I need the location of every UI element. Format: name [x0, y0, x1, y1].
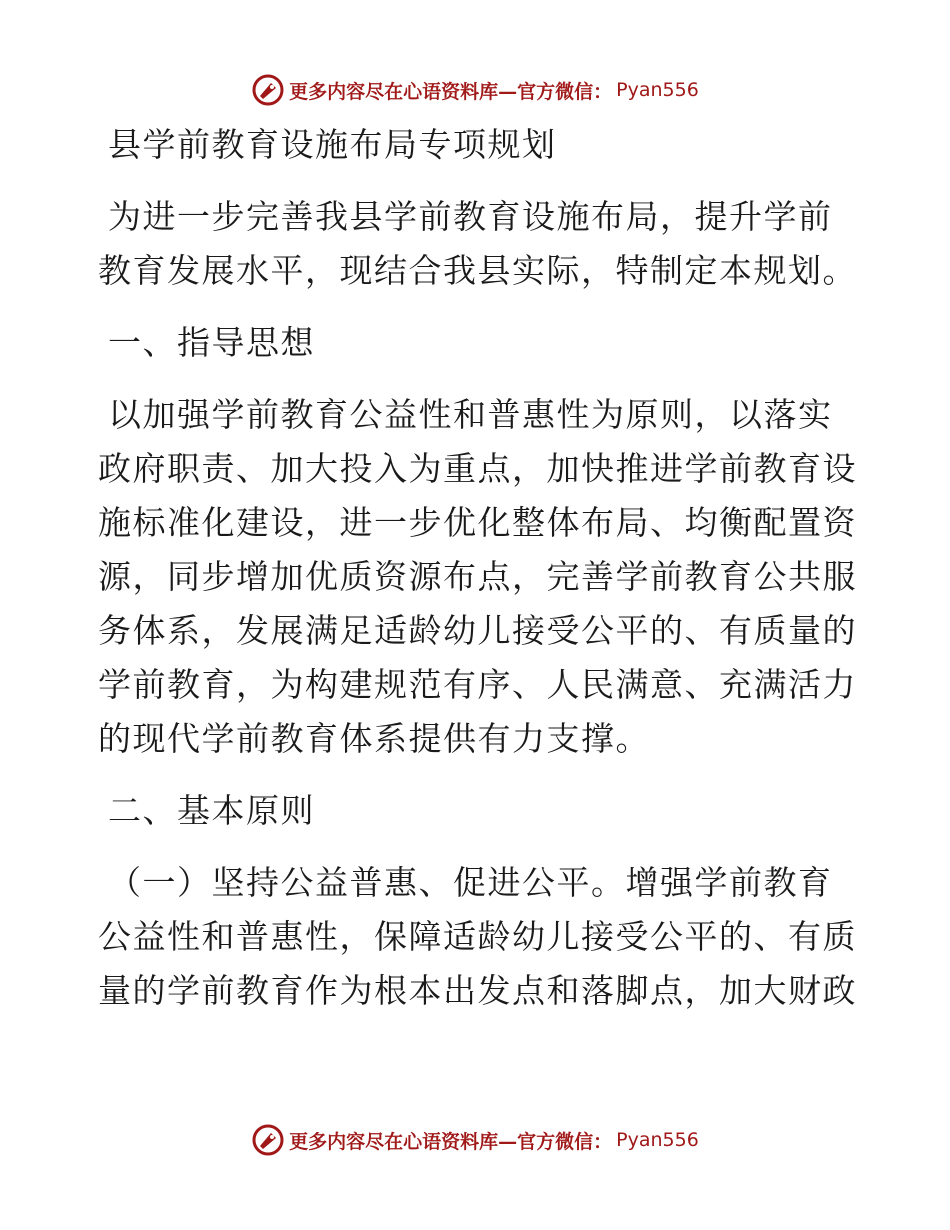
section-heading-basic-principles: 二、基本原则 [108, 791, 315, 830]
paragraph-line: 学前教育，为构建规范有序、人民满意、充满活力 [98, 665, 857, 704]
pen-nib-logo-icon [251, 1123, 285, 1157]
watermark-banner-bottom [0, 1118, 950, 1162]
paragraph-line: 量的学前教育作为根本出发点和落脚点，加大财政 [98, 971, 857, 1010]
paragraph-line: 政府职责、加大投入为重点，加快推进学前教育设 [98, 449, 857, 488]
watermark-wechat-id: Pyan556 [616, 79, 699, 101]
intro-line-1: 为进一步完善我县学前教育设施布局，提升学前 [108, 197, 833, 236]
watermark-banner-top [0, 68, 950, 112]
paragraph-line: 以加强学前教育公益性和普惠性为原则，以落实 [108, 395, 833, 434]
document-body [98, 118, 858, 1018]
document-title: 县学前教育设施布局专项规划 [108, 125, 557, 164]
paragraph-line: 务体系，发展满足适龄幼儿接受公平的、有质量的 [98, 611, 857, 650]
section-heading-guiding-thought: 一、指导思想 [108, 323, 315, 362]
paragraph-line: 施标准化建设，进一步优化整体布局、均衡配置资 [98, 503, 857, 542]
watermark-text: 更多内容尽在心语资料库—官方微信： [289, 1130, 613, 1153]
intro-line-2: 教育发展水平，现结合我县实际，特制定本规划。 [98, 251, 857, 290]
paragraph-line: 公益性和普惠性，保障适龄幼儿接受公平的、有质 [98, 917, 857, 956]
paragraph-line: 的现代学前教育体系提供有力支撑。 [98, 719, 650, 758]
watermark-text: 更多内容尽在心语资料库—官方微信： [289, 80, 613, 103]
watermark-wechat-id: Pyan556 [616, 1129, 699, 1151]
paragraph-line: 源，同步增加优质资源布点，完善学前教育公共服 [98, 557, 857, 596]
paragraph-line: （一）坚持公益普惠、促进公平。增强学前教育 [108, 863, 833, 902]
pen-nib-logo-icon [251, 73, 285, 107]
